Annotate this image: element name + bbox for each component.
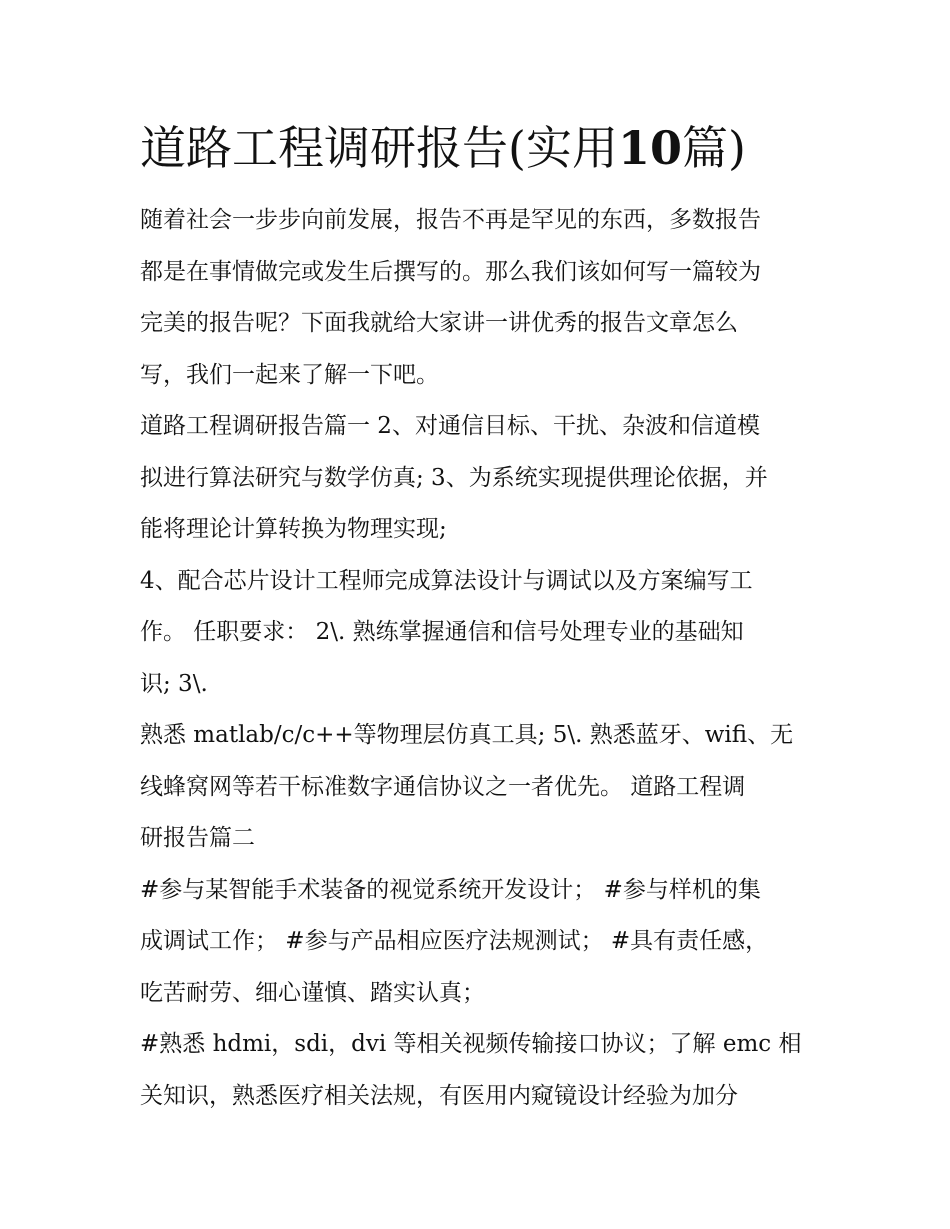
paragraph-protocols <box>140 1019 812 1122</box>
text-line: 道路工程调研报告篇一 2、对通信目标、干扰、杂波和信道模 <box>140 413 760 439</box>
text-line: #熟悉 hdmi，sdi，dvi 等相关视频传输接口协议；了解 emc 相 <box>140 1031 802 1057</box>
text-line: 写，我们一起来了解一下吧。 <box>140 361 439 388</box>
text-line: 随着社会一步步向前发展，报告不再是罕见的东西，多数报告 <box>140 207 761 233</box>
text-line: 完美的报告呢？下面我就给大家讲一讲优秀的报告文章怎么 <box>140 310 738 336</box>
text-line: 识; 3\. <box>140 670 208 697</box>
paragraph-section-two <box>140 865 812 1020</box>
paragraph-section-one <box>140 401 812 556</box>
paragraph-requirements <box>140 556 812 711</box>
document-page <box>140 112 812 1122</box>
text-line: 吃苦耐劳、细心谨慎、踏实认真； <box>140 979 485 1006</box>
title-number: 10 <box>617 121 682 175</box>
text-line: 能将理论计算转换为物理实现; <box>140 516 447 542</box>
paragraph-intro <box>140 195 812 401</box>
document-body <box>140 195 812 1122</box>
text-line: 线蜂窝网等若干标准数字通信协议之一者优先。 道路工程调 <box>140 773 746 800</box>
paragraph-tools <box>140 710 812 865</box>
text-line: 4、配合芯片设计工程师完成算法设计与调试以及方案编写工 <box>140 567 753 594</box>
text-line: 成调试工作； #参与产品相应医疗法规测试； #具有责任感， <box>140 928 769 954</box>
text-line: #参与某智能手术装备的视觉系统开发设计； #参与样机的集 <box>140 876 761 903</box>
text-line: 熟悉 matlab/c/c++等物理层仿真工具; 5\. 熟悉蓝牙、wifi、无 <box>140 722 794 748</box>
title-suffix: 篇) <box>681 121 746 175</box>
document-title <box>140 112 812 184</box>
text-line: 作。 任职要求： 2\. 熟练掌握通信和信号处理专业的基础知 <box>140 619 744 645</box>
text-line: 关知识，熟悉医疗相关法规，有医用内窥镜设计经验为加分 <box>140 1082 738 1109</box>
text-line: 研报告篇二 <box>140 825 255 851</box>
text-line: 都是在事情做完或发生后撰写的。那么我们该如何写一篇较为 <box>140 258 761 285</box>
text-line: 拟进行算法研究与数学仿真; 3、为系统实现提供理论依据，并 <box>140 464 768 491</box>
title-prefix: 道路工程调研报告(实用 <box>140 121 618 175</box>
